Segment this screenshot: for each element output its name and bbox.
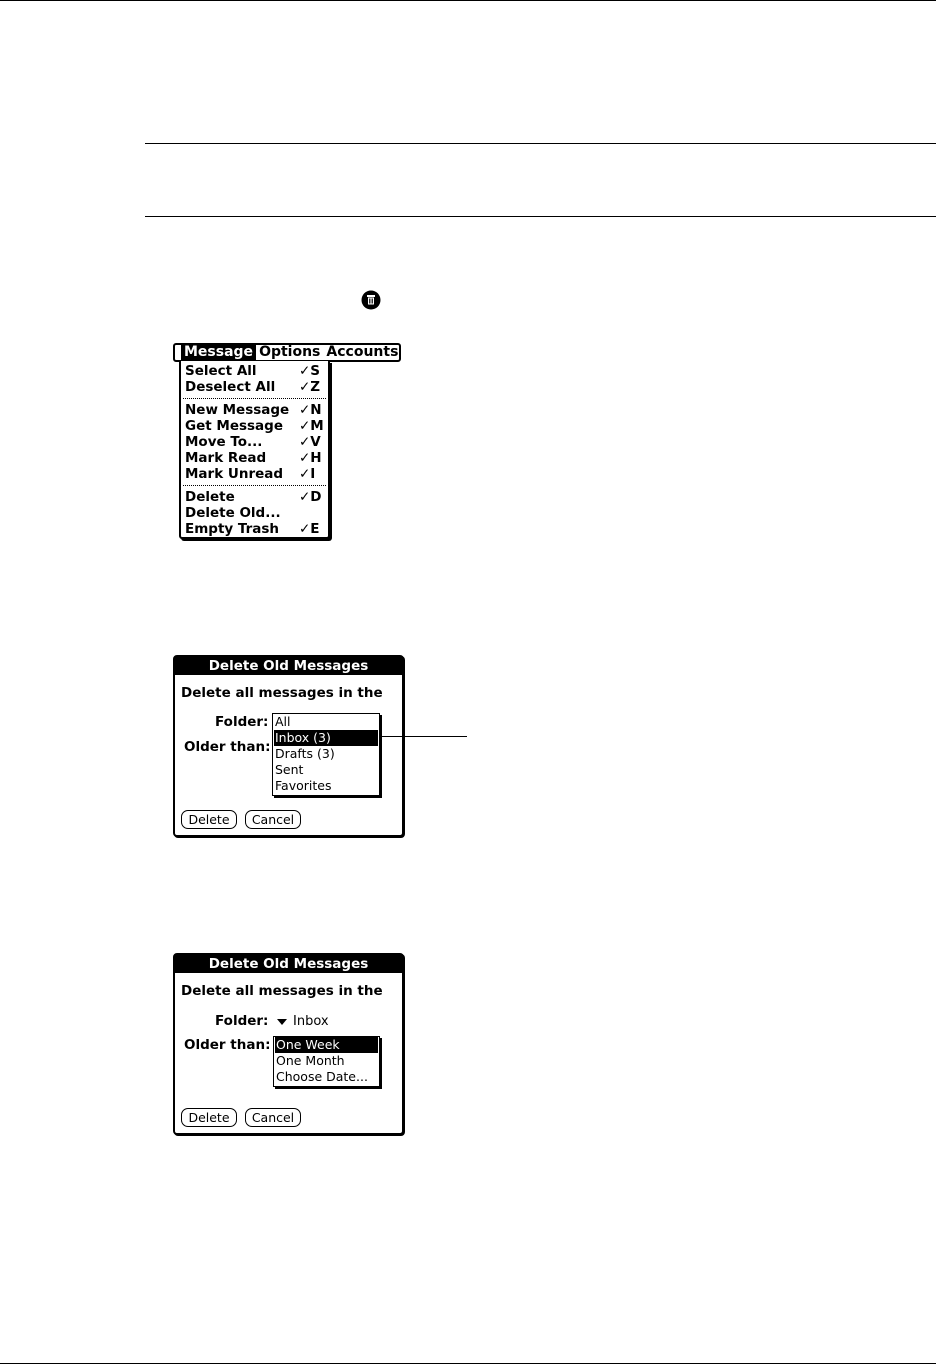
bottom-rule bbox=[0, 1363, 936, 1364]
top-rule bbox=[0, 0, 936, 1]
folder-label: Folder: bbox=[215, 714, 269, 730]
menu-icon bbox=[361, 290, 381, 310]
menu-item-shortcut: ✓I bbox=[299, 466, 316, 482]
menu-title-options[interactable]: Options bbox=[259, 344, 321, 360]
delete-button[interactable]: Delete bbox=[181, 810, 237, 829]
message-menu bbox=[179, 361, 330, 539]
menu-item-shortcut: ✓D bbox=[299, 489, 322, 505]
delete-button[interactable]: Delete bbox=[181, 1108, 237, 1127]
older-option-one-week[interactable]: One Week bbox=[275, 1037, 378, 1053]
menu-item-label: Deselect All bbox=[185, 379, 276, 395]
menu-title-message[interactable]: Message bbox=[181, 345, 256, 360]
menu-item-shortcut: ✓N bbox=[299, 402, 322, 418]
section-rule-lower bbox=[145, 216, 936, 217]
folder-option-inbox[interactable]: Inbox (3) bbox=[274, 730, 378, 746]
menu-item-empty-trash[interactable] bbox=[185, 521, 324, 537]
menu-item-move-to[interactable] bbox=[185, 434, 324, 450]
folder-label: Folder: bbox=[215, 1013, 269, 1029]
older-option-choose-date[interactable]: Choose Date... bbox=[276, 1069, 368, 1084]
cancel-button[interactable]: Cancel bbox=[245, 810, 301, 829]
menu-separator bbox=[183, 485, 326, 486]
menu-item-get-message[interactable] bbox=[185, 418, 324, 434]
menu-item-label: Select All bbox=[185, 363, 257, 379]
older-than-list[interactable] bbox=[273, 1036, 380, 1087]
delete-old-dialog-older-than bbox=[173, 953, 404, 1135]
menu-item-shortcut: ✓H bbox=[299, 450, 322, 466]
menu-item-new-message[interactable] bbox=[185, 402, 324, 418]
menu-item-label: Delete bbox=[185, 489, 235, 505]
older-option-one-month[interactable]: One Month bbox=[276, 1053, 345, 1068]
dialog-prompt: Delete all messages in the bbox=[181, 685, 383, 701]
menu-item-shortcut: ✓S bbox=[299, 363, 321, 379]
menu-item-shortcut: ✓E bbox=[299, 521, 320, 537]
section-rule-upper bbox=[145, 143, 936, 144]
menu-item-shortcut: ✓V bbox=[299, 434, 321, 450]
menu-title-accounts[interactable]: Accounts bbox=[326, 344, 399, 360]
menu-item-label: Move To... bbox=[185, 434, 263, 450]
dialog-title: Delete Old Messages bbox=[175, 955, 402, 973]
folder-list[interactable] bbox=[272, 713, 380, 796]
menu-item-shortcut: ✓Z bbox=[299, 379, 321, 395]
folder-option-drafts[interactable]: Drafts (3) bbox=[275, 746, 335, 761]
chevron-down-icon[interactable] bbox=[277, 1019, 287, 1025]
menu-item-select-all[interactable] bbox=[185, 363, 324, 379]
older-than-label: Older than: bbox=[184, 739, 271, 755]
folder-option-all[interactable]: All bbox=[275, 714, 291, 729]
cancel-button[interactable]: Cancel bbox=[245, 1108, 301, 1127]
menu-item-label: Empty Trash bbox=[185, 521, 280, 537]
folder-option-sent[interactable]: Sent bbox=[275, 762, 304, 777]
delete-old-dialog-folder bbox=[173, 655, 404, 837]
menu-item-delete[interactable] bbox=[185, 489, 324, 505]
menu-item-deselect-all[interactable] bbox=[185, 379, 324, 395]
dialog-prompt: Delete all messages in the bbox=[181, 983, 383, 999]
menu-item-label: Mark Unread bbox=[185, 466, 284, 482]
menu-item-mark-unread[interactable] bbox=[185, 466, 324, 482]
menu-bar bbox=[173, 343, 401, 362]
dialog-title: Delete Old Messages bbox=[175, 657, 402, 675]
menu-item-shortcut: ✓M bbox=[299, 418, 324, 434]
menu-separator bbox=[183, 398, 326, 399]
folder-option-favorites[interactable]: Favorites bbox=[275, 778, 332, 793]
menu-item-label: New Message bbox=[185, 402, 290, 418]
older-than-label: Older than: bbox=[184, 1037, 271, 1053]
menu-item-label: Get Message bbox=[185, 418, 283, 434]
menu-item-mark-read[interactable] bbox=[185, 450, 324, 466]
callout-line bbox=[380, 736, 467, 737]
folder-picker-value[interactable]: Inbox bbox=[293, 1014, 329, 1029]
menu-item-label: Delete Old... bbox=[185, 505, 281, 521]
menu-item-delete-old[interactable] bbox=[185, 505, 324, 521]
menu-item-label: Mark Read bbox=[185, 450, 267, 466]
